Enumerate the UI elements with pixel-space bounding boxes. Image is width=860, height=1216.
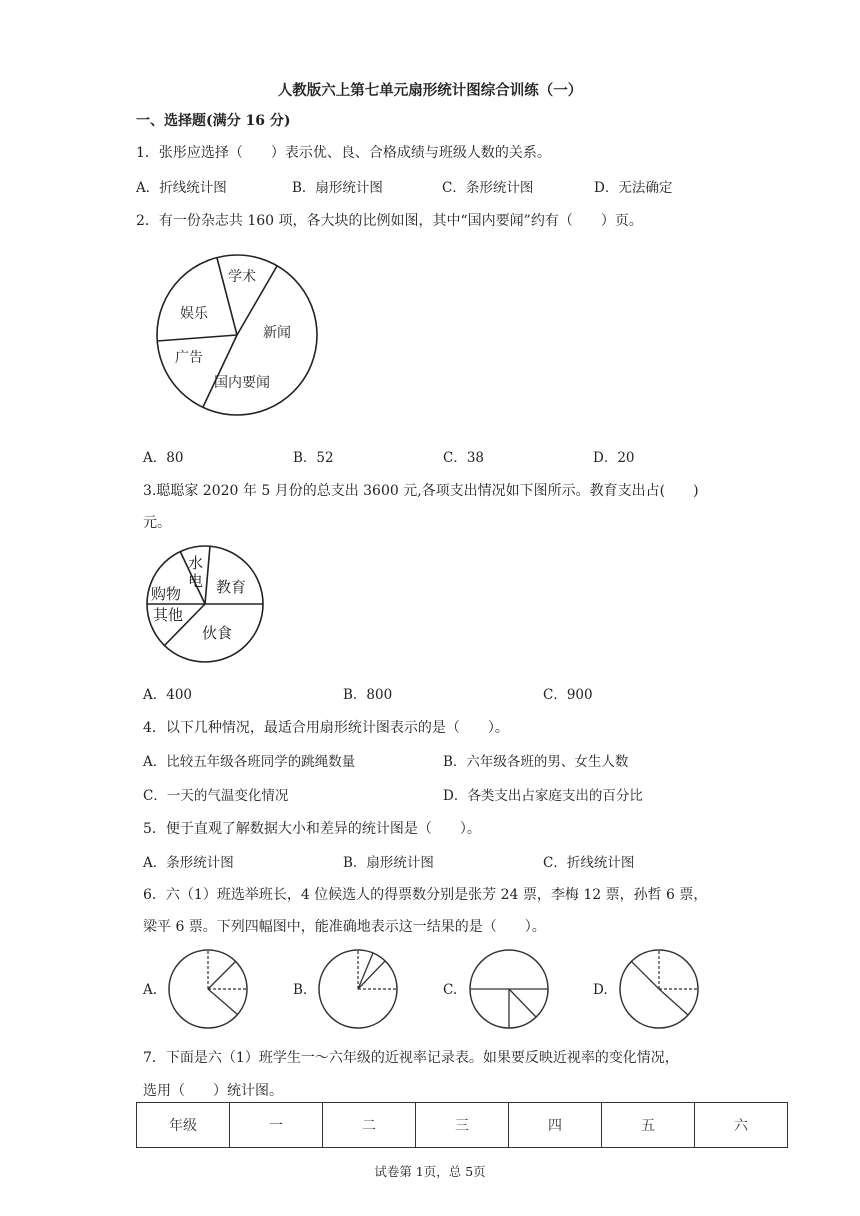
q3-option-c[interactable]: C．900 [543,687,593,703]
pie-label-news: 新闻 [263,325,291,341]
myopia-table [136,1102,788,1148]
table-header-2: 二 [323,1103,416,1148]
expense-pie-chart [143,542,268,667]
q4-option-d[interactable]: D．各类支出占家庭支出的百分比 [443,788,643,804]
pie-label-domestic-news: 国内要闻 [214,375,270,391]
q6-option-a[interactable]: A. [143,982,158,998]
q1-option-c[interactable]: C．条形统计图 [442,180,534,196]
q2-option-b[interactable]: B．52 [293,450,334,466]
pie-label-water: 水 [188,554,204,572]
question-6-cont: 梁平 6 票。下列四幅图中，能准确地表示这一结果的是（ ）。 [143,919,546,935]
table-header-5: 五 [602,1103,695,1148]
pie-divider [157,335,237,341]
pie-label-ads: 广告 [175,350,203,366]
pie-label-electricity: 电 [188,572,204,590]
q4-option-b[interactable]: B．六年级各班的男、女生人数 [443,754,629,770]
magazine-pie-chart [150,250,330,430]
q1-option-d[interactable]: D．无法确定 [594,180,673,196]
q2-option-d[interactable]: D．20 [593,450,635,466]
question-6: 6．六（1）班选举班长，4 位候选人的得票数分别是张芳 24 票，李梅 12 票，孙哲 6 票， [143,887,708,903]
q6-option-b[interactable]: B. [293,982,308,998]
q6-pie-b[interactable] [316,947,402,1033]
question-3-cont: 元。 [143,515,171,531]
q3-option-a[interactable]: A．400 [143,687,193,703]
pie-label-food: 伙食 [202,624,233,642]
pie-label-entertainment: 娱乐 [180,306,208,322]
question-4: 4．以下几种情况，最适合用扇形统计图表示的是（ ）。 [143,720,509,736]
table-header-4: 四 [509,1103,602,1148]
question-7: 7．下面是六（1）班学生一～六年级的近视率记录表。如果要反映近视率的变化情况， [143,1050,679,1066]
question-7-cont: 选用（ ）统计图。 [143,1083,283,1099]
q3-option-b[interactable]: B．800 [343,687,393,703]
table-header-6: 六 [695,1103,788,1148]
pie-divider [203,335,237,407]
q1-option-a[interactable]: A．折线统计图 [136,180,227,196]
q2-option-c[interactable]: C．38 [443,450,485,466]
table-header-grade: 年级 [137,1103,230,1148]
table-header-1: 一 [230,1103,323,1148]
page-title: 人教版六上第七单元扇形统计图综合训练（一） [277,82,583,99]
q5-option-b[interactable]: B．扇形统计图 [343,855,434,871]
section-heading: 一、选择题(满分 16 分) [136,113,291,129]
q4-option-c[interactable]: C．一天的气温变化情况 [143,788,289,804]
q5-option-a[interactable]: A．条形统计图 [143,855,234,871]
pie-label-academic: 学术 [228,269,256,285]
page-footer: 试卷第 1页，总 5页 [374,1164,486,1179]
q6-pie-a[interactable] [166,947,252,1033]
question-2: 2．有一份杂志共 160 项，各大块的比例如图，其中“国内要闻”约有（ ）页。 [136,213,643,229]
question-3: 3.聪聪家 2020 年 5 月份的总支出 3600 元,各项支出情况如下图所示。教育支出占( ) [143,483,699,499]
pie-label-education: 教育 [216,578,247,596]
q2-option-a[interactable]: A．80 [143,450,184,466]
q6-option-d[interactable]: D. [593,982,608,998]
q1-option-b[interactable]: B．扇形统计图 [292,180,383,196]
pie-divider [205,546,210,604]
q6-option-c[interactable]: C. [443,982,458,998]
q6-pie-c[interactable] [466,947,552,1033]
q4-option-a[interactable]: A．比较五年级各班同学的跳绳数量 [143,754,356,770]
pie-label-other: 其他 [153,606,184,624]
q5-option-c[interactable]: C．折线统计图 [543,855,635,871]
q6-pie-d[interactable] [616,947,702,1033]
question-5: 5．便于直观了解数据大小和差异的统计图是（ ）。 [143,821,481,837]
table-row [137,1103,788,1148]
table-header-3: 三 [416,1103,509,1148]
pie-label-shopping: 购物 [151,585,182,603]
question-1: 1．张彤应选择（ ）表示优、良、合格成绩与班级人数的关系。 [136,145,551,161]
